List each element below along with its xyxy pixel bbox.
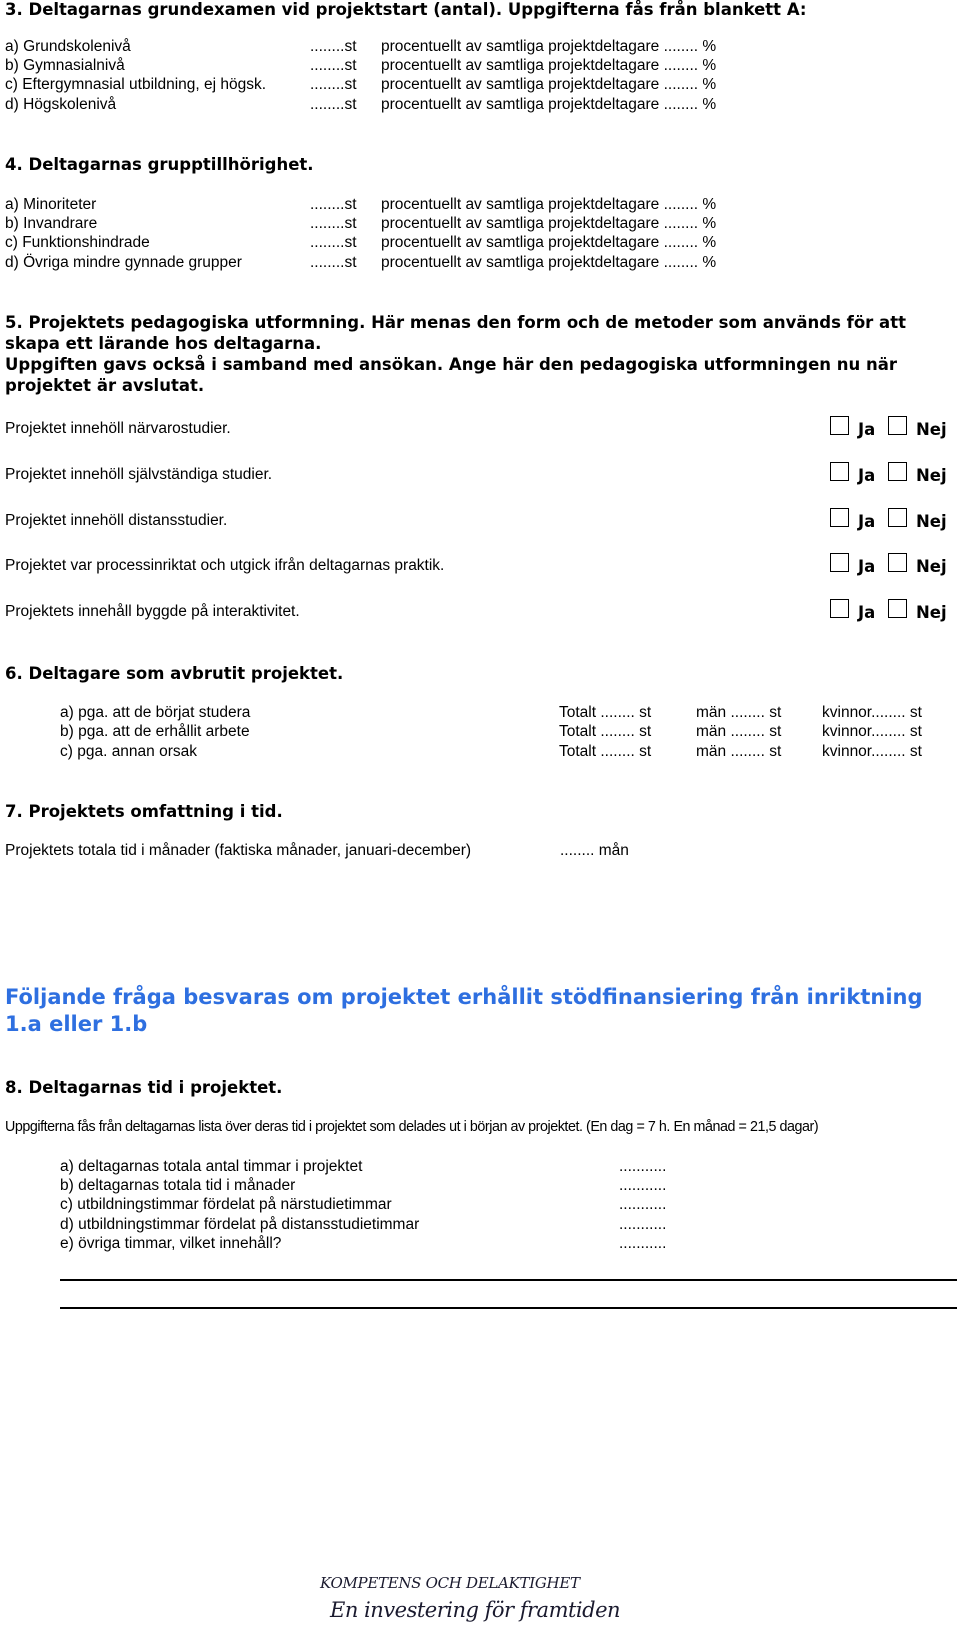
yes-checkbox[interactable]: [830, 508, 849, 527]
row-label: a) Minoriteter: [5, 196, 97, 213]
no-checkbox[interactable]: [888, 508, 907, 527]
duration-label: Projektets totala tid i månader (faktiska månader, januari-december): [5, 842, 472, 859]
section-5-title-line1: 5. Projektets pedagogiska utformning. Här menas den form och de metoder som används för att: [5, 313, 906, 332]
list-item: [5, 96, 116, 115]
list-item: [5, 215, 97, 234]
notice-line1: Följande fråga besvaras om projektet erhållit stödfinansiering från inriktning: [5, 985, 923, 1009]
percent-field[interactable]: procentuellt av samtliga projektdeltagare ........ %: [381, 76, 717, 93]
row-label: e) övriga timmar, vilket innehåll?: [60, 1235, 282, 1252]
no-checkbox[interactable]: [888, 416, 907, 435]
value-field[interactable]: ...........: [619, 1196, 667, 1213]
section-4-title: 4. Deltagarnas grupptillhörighet.: [5, 155, 314, 174]
count-field[interactable]: ........st: [310, 96, 357, 113]
section-7-title: 7. Projektets omfattning i tid.: [5, 802, 283, 821]
no-label: Nej: [916, 512, 947, 531]
no-label: Nej: [916, 557, 947, 576]
total-field[interactable]: Totalt ........ st: [559, 723, 652, 740]
question-label: Projektet innehöll närvarostudier.: [5, 420, 231, 437]
yes-checkbox[interactable]: [830, 599, 849, 618]
percent-field[interactable]: procentuellt av samtliga projektdeltagare ........ %: [381, 38, 717, 55]
row-label: c) pga. annan orsak: [60, 743, 198, 760]
men-field[interactable]: män ........ st: [696, 723, 782, 740]
list-item: [5, 38, 131, 57]
count-field[interactable]: ........st: [310, 234, 357, 251]
footer-tagline-caps: KOMPETENS OCH DELAKTIGHET: [320, 1574, 580, 1592]
no-checkbox[interactable]: [888, 599, 907, 618]
value-field[interactable]: ...........: [619, 1158, 667, 1175]
question-label: Projektets innehåll byggde på interaktivitet.: [5, 603, 300, 620]
footer-tagline: En investering för framtiden: [330, 1598, 621, 1622]
yes-checkbox[interactable]: [830, 553, 849, 572]
row-label: b) deltagarnas totala tid i månader: [60, 1177, 296, 1194]
count-field[interactable]: ........st: [310, 38, 357, 55]
percent-field[interactable]: procentuellt av samtliga projektdeltagare ........ %: [381, 196, 717, 213]
row-label: d) Övriga mindre gynnade grupper: [5, 254, 242, 271]
question-label: Projektet innehöll distansstudier.: [5, 512, 228, 529]
percent-field[interactable]: procentuellt av samtliga projektdeltagare ........ %: [381, 96, 717, 113]
women-field[interactable]: kvinnor........ st: [822, 743, 922, 760]
list-item: [5, 234, 150, 253]
section-5-title-line3: Uppgiften gavs också i samband med ansökan. Ange här den pedagogiska utformningen nu när: [5, 355, 898, 374]
row-label: c) Funktionshindrade: [5, 234, 150, 251]
percent-field[interactable]: procentuellt av samtliga projektdeltagare ........ %: [381, 215, 717, 232]
row-label: a) Grundskolenivå: [5, 38, 131, 55]
section-5-title-line2: skapa ett lärande hos deltagarna.: [5, 334, 322, 353]
section-3-title: 3. Deltagarnas grundexamen vid projektstart (antal). Uppgifterna fås från blankett A:: [5, 0, 807, 19]
yes-checkbox[interactable]: [830, 416, 849, 435]
women-field[interactable]: kvinnor........ st: [822, 704, 922, 721]
count-field[interactable]: ........st: [310, 76, 357, 93]
row-label: b) Invandrare: [5, 215, 98, 232]
row-label: d) utbildningstimmar fördelat på distansstudietimmar: [60, 1216, 420, 1233]
yes-label: Ja: [858, 420, 876, 439]
answer-line[interactable]: [60, 1279, 957, 1281]
yes-label: Ja: [858, 557, 876, 576]
question-label: Projektet innehöll självständiga studier.: [5, 466, 273, 483]
list-item: [5, 76, 266, 95]
row-label: a) deltagarnas totala antal timmar i projektet: [60, 1158, 363, 1175]
total-field[interactable]: Totalt ........ st: [559, 704, 652, 721]
row-label: a) pga. att de börjat studera: [60, 704, 251, 721]
section-8-title: 8. Deltagarnas tid i projektet.: [5, 1078, 283, 1097]
section-6-title: 6. Deltagare som avbrutit projektet.: [5, 664, 344, 683]
list-item: [5, 57, 125, 76]
count-field[interactable]: ........st: [310, 215, 357, 232]
percent-field[interactable]: procentuellt av samtliga projektdeltagare ........ %: [381, 57, 717, 74]
notice-line2: 1.a eller 1.b: [5, 1012, 148, 1036]
women-field[interactable]: kvinnor........ st: [822, 723, 922, 740]
yes-label: Ja: [858, 466, 876, 485]
value-field[interactable]: ...........: [619, 1235, 667, 1252]
no-checkbox[interactable]: [888, 553, 907, 572]
percent-field[interactable]: procentuellt av samtliga projektdeltagare ........ %: [381, 234, 717, 251]
list-item: [5, 254, 242, 273]
no-label: Nej: [916, 603, 947, 622]
value-field[interactable]: ...........: [619, 1177, 667, 1194]
duration-field[interactable]: ........ mån: [560, 842, 629, 859]
row-label: c) Eftergymnasial utbildning, ej högsk.: [5, 76, 267, 93]
count-field[interactable]: ........st: [310, 57, 357, 74]
men-field[interactable]: män ........ st: [696, 704, 782, 721]
section-5-title-line4: projektet är avslutat.: [5, 376, 205, 395]
question-label: Projektet var processinriktat och utgick ifrån deltagarnas praktik.: [5, 557, 445, 574]
yes-checkbox[interactable]: [830, 462, 849, 481]
row-label: b) Gymnasialnivå: [5, 57, 125, 74]
value-field[interactable]: ...........: [619, 1216, 667, 1233]
count-field[interactable]: ........st: [310, 196, 357, 213]
answer-line[interactable]: [60, 1307, 957, 1309]
yes-label: Ja: [858, 603, 876, 622]
row-label: b) pga. att de erhållit arbete: [60, 723, 250, 740]
no-checkbox[interactable]: [888, 462, 907, 481]
men-field[interactable]: män ........ st: [696, 743, 782, 760]
no-label: Nej: [916, 420, 947, 439]
count-field[interactable]: ........st: [310, 254, 357, 271]
yes-label: Ja: [858, 512, 876, 531]
no-label: Nej: [916, 466, 947, 485]
section-8-intro: Uppgifterna fås från deltagarnas lista över deras tid i projektet som delades ut i början av projektet. (En dag = 7 h. En månad = 21,5 dagar): [5, 1119, 819, 1135]
percent-field[interactable]: procentuellt av samtliga projektdeltagare ........ %: [381, 254, 717, 271]
list-item: [5, 196, 96, 215]
row-label: d) Högskolenivå: [5, 96, 117, 113]
total-field[interactable]: Totalt ........ st: [559, 743, 652, 760]
row-label: c) utbildningstimmar fördelat på närstudietimmar: [60, 1196, 392, 1213]
